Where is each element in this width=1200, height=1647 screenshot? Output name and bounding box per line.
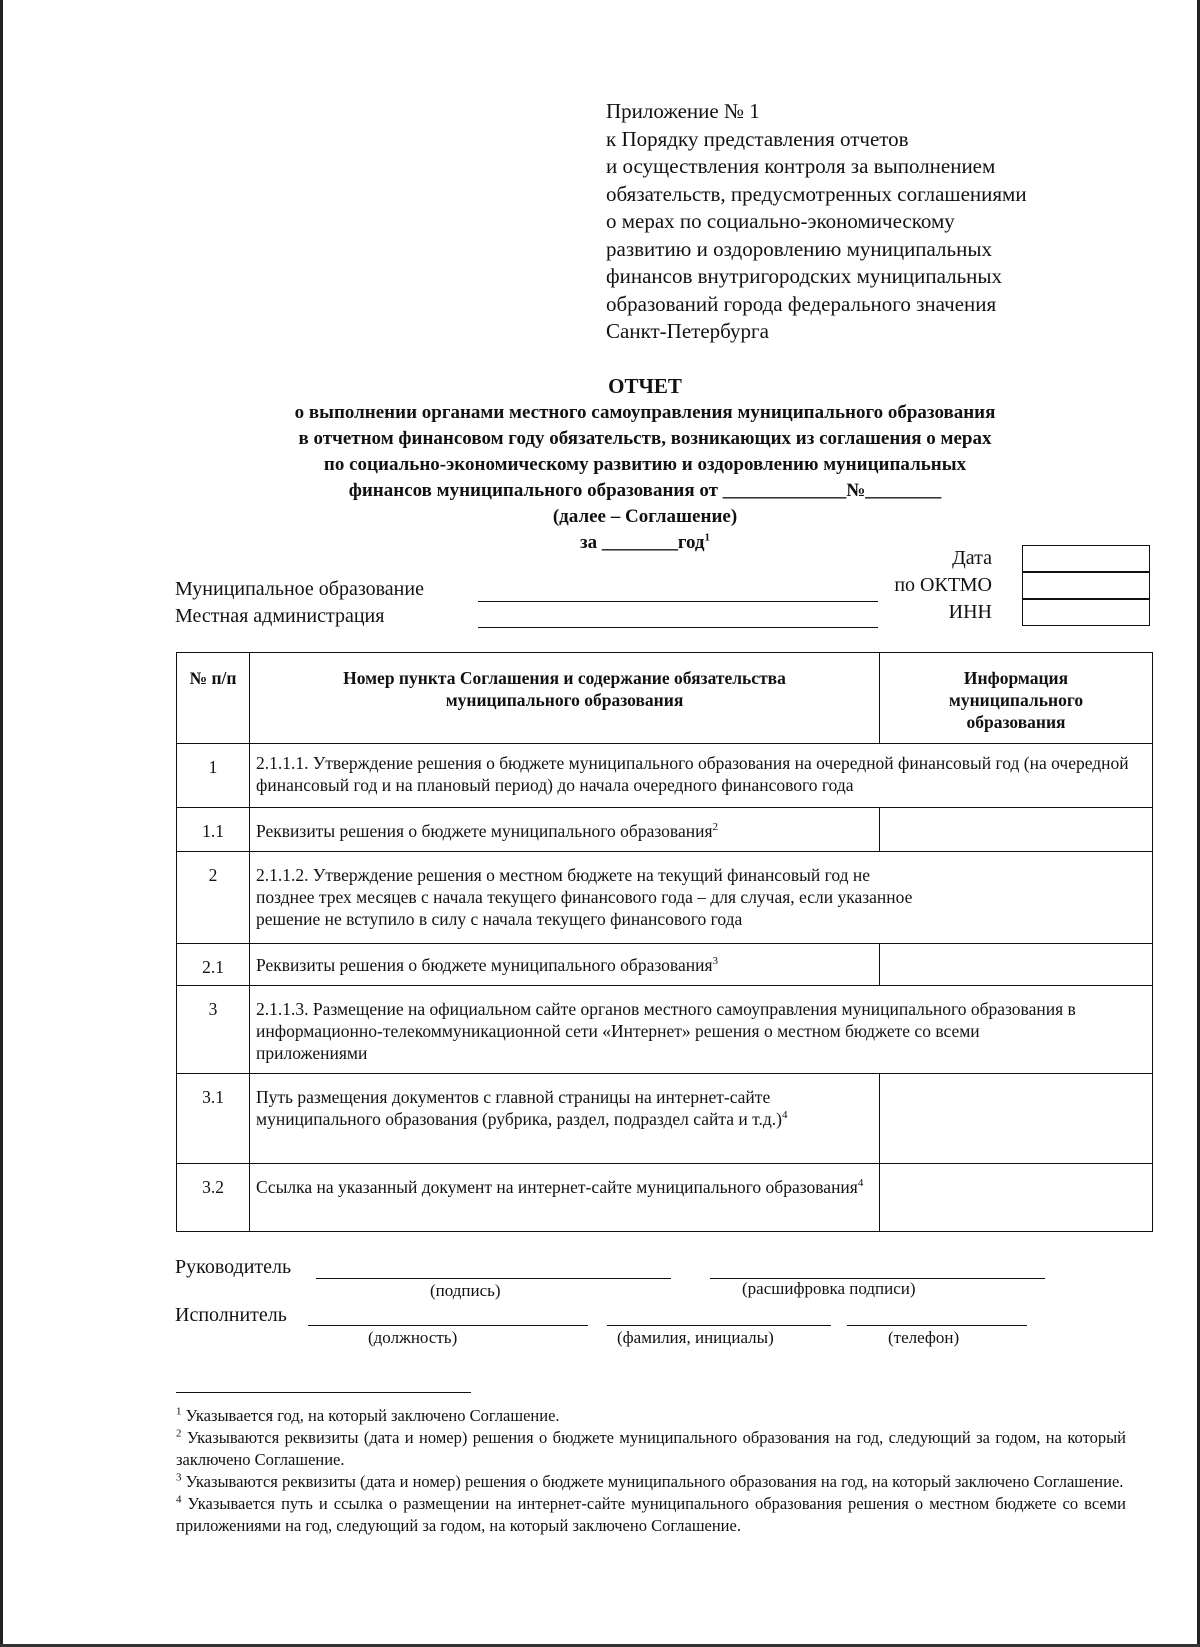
code-row-date — [860, 545, 1152, 572]
appendix-line: к Порядку представления отчетов — [606, 126, 909, 151]
inn-label: ИНН — [948, 601, 992, 623]
table-row — [177, 1074, 1153, 1164]
row-text — [250, 944, 880, 986]
appendix-line: финансов внутригородских муниципальных — [606, 264, 1003, 288]
row-text: 2.1.1.1. Утверждение решения о бюджете муниципального образования на очередной финансовый год (на очередной финансовый год и на плановый период) до начала очередного финансового года — [250, 744, 1153, 808]
header-content: Номер пункта Соглашения и содержание обязательства муниципального образования — [250, 653, 880, 744]
row-num: 1.1 — [177, 808, 250, 852]
report-title-line: финансов муниципального образования от _____________№________ — [348, 480, 942, 501]
administration-label: Местная администрация — [175, 605, 385, 627]
row-text: 2.1.1.3. Размещение на официальном сайте органов местного самоуправления муниципального образования в информационно-телекоммуникационной сети «Интернет» решения о местном бюджете со всеми приложениями — [250, 986, 1153, 1074]
footnote-ref: 3 — [712, 955, 718, 968]
row-text-content: Путь размещения документов с главной страницы на интернет-сайте муниципального образования (рубрика, раздел, подраздел сайта и т.д.) — [256, 1087, 782, 1129]
appendix-line: о мерах по социально-экономическому — [606, 209, 955, 233]
footnote — [176, 1471, 1126, 1493]
report-title-line: по социально-экономическому развитию и оздоровлению муниципальных — [323, 454, 967, 475]
row-text-content: Ссылка на указанный документ на интернет-сайте муниципального образования — [256, 1177, 858, 1197]
footnote-mark: 1 — [176, 1405, 182, 1418]
name-caption: (фамилия, инициалы) — [617, 1328, 774, 1347]
info-cell[interactable] — [880, 808, 1153, 852]
row-text — [250, 1074, 880, 1164]
info-cell[interactable] — [880, 1074, 1153, 1164]
row-text: 2.1.1.2. Утверждение решения о местном бюджете на текущий финансовый год не позднее трех месяцев с начала текущего финансового года – для случая, если указанное решение не вступило в силу с начала текущего финансового года — [250, 852, 1153, 944]
table-row — [177, 808, 1153, 852]
footnote-ref: 2 — [712, 821, 718, 834]
footnote-text: Указываются реквизиты (дата и номер) решения о бюджете муниципального образования на год, следующий за годом, на который заключено Соглашение. — [176, 1428, 1126, 1469]
appendix-line: и осуществления контроля за выполнением — [606, 154, 996, 178]
municipality-label: Муниципальное образование — [175, 578, 424, 600]
row-num: 3.1 — [177, 1074, 250, 1164]
footnote-ref: 1 — [704, 531, 711, 544]
row-text — [250, 1164, 880, 1232]
row-text — [250, 808, 880, 852]
row-num: 1 — [177, 744, 250, 808]
date-label: Дата — [952, 547, 992, 569]
footnote-mark: 3 — [176, 1471, 182, 1484]
row-num: 2.1 — [177, 944, 250, 986]
appendix-line: образований города федерального значения — [606, 291, 997, 316]
footnote — [176, 1493, 1126, 1537]
report-year-text: за ________год — [579, 532, 705, 553]
municipality-field-line[interactable] — [478, 601, 878, 602]
footnote-separator — [176, 1392, 471, 1393]
code-row-inn — [860, 599, 1152, 626]
footnote-text: Указывается путь и ссылка о размещении на интернет-сайте муниципального образования решения о местном бюджете со всеми приложениями на год, следующий за годом, на который заключено Соглашение. — [176, 1494, 1126, 1535]
footnote — [176, 1427, 1126, 1471]
oktmo-box[interactable] — [1022, 572, 1150, 599]
appendix-line: обязательств, предусмотренных соглашениями — [606, 181, 1027, 206]
decoding-caption: (расшифровка подписи) — [742, 1279, 916, 1298]
head-signature-line[interactable] — [316, 1278, 671, 1279]
footnote-mark: 2 — [176, 1427, 182, 1440]
appendix-header — [606, 98, 1126, 346]
header-info: Информация муниципального образования — [880, 653, 1153, 744]
signature-caption: (подпись) — [430, 1281, 501, 1300]
footnote-ref: 4 — [781, 1109, 788, 1122]
table-header-row — [177, 653, 1153, 744]
report-title-line: в отчетном финансовом году обязательств, возникающих из соглашения о мерах — [298, 428, 992, 449]
info-cell[interactable] — [880, 944, 1153, 986]
date-box[interactable] — [1022, 545, 1150, 572]
row-text-content: Реквизиты решения о бюджете муниципального образования — [256, 955, 713, 975]
head-label: Руководитель — [175, 1256, 292, 1278]
oktmo-label: по ОКТМО — [894, 574, 992, 596]
footnotes — [176, 1405, 1126, 1537]
footnote-text: Указывается год, на который заключено Соглашение. — [185, 1406, 560, 1425]
report-title — [175, 372, 1115, 556]
report-title-line: (далее – Соглашение) — [552, 506, 738, 527]
footnote — [176, 1405, 1126, 1427]
row-num: 3 — [177, 986, 250, 1074]
executor-label: Исполнитель — [175, 1304, 287, 1326]
table-row — [177, 744, 1153, 808]
appendix-line: Приложение № 1 — [606, 99, 760, 123]
footnote-ref: 4 — [857, 1177, 864, 1190]
appendix-line: развитию и оздоровлению муниципальных — [606, 236, 992, 261]
report-title-line: о выполнении органами местного самоуправления муниципального образования — [294, 402, 996, 423]
administration-field-line[interactable] — [478, 627, 878, 628]
executor-position-line[interactable] — [308, 1325, 588, 1326]
code-row-oktmo — [860, 572, 1152, 599]
obligations-table — [176, 652, 1153, 1232]
footnote-text: Указываются реквизиты (дата и номер) решения о бюджете муниципального образования на год, на который заключено Соглашение. — [185, 1472, 1124, 1491]
table-row — [177, 986, 1153, 1074]
info-cell[interactable] — [880, 1164, 1153, 1232]
table-row — [177, 1164, 1153, 1232]
phone-caption: (телефон) — [888, 1328, 960, 1347]
row-num: 2 — [177, 852, 250, 944]
footnote-mark: 4 — [176, 1493, 182, 1506]
executor-name-line[interactable] — [607, 1325, 831, 1326]
scan-border-left — [0, 0, 3, 1647]
appendix-line: Санкт-Петербурга — [606, 319, 769, 343]
row-text-content: Реквизиты решения о бюджете муниципального образования — [256, 821, 713, 841]
executor-phone-line[interactable] — [847, 1325, 1027, 1326]
position-caption: (должность) — [368, 1328, 458, 1347]
table-row — [177, 944, 1153, 986]
row-num: 3.2 — [177, 1164, 250, 1232]
inn-box[interactable] — [1022, 599, 1150, 626]
header-num: № п/п — [177, 653, 250, 744]
report-title-main: ОТЧЕТ — [608, 374, 682, 398]
table-row — [177, 852, 1153, 944]
